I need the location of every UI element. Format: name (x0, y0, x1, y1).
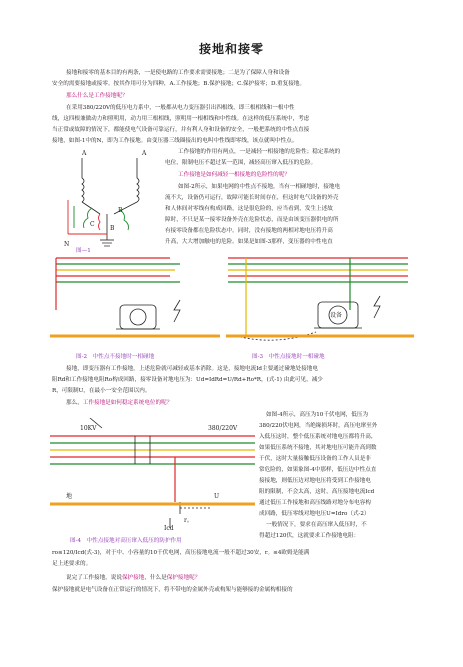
q3-text: 工作接地是如何稳定系统电位的呢？ (82, 400, 173, 406)
question-working-ground: 那么什么是工作接地呢？ (66, 93, 128, 99)
para3-line-2: 电位，限制电压不超过某一范围，减轻高压窜入低压的危险。 (165, 160, 317, 166)
question-stabilize-potential (66, 398, 172, 409)
page-title: 接地和接零 (198, 42, 264, 56)
para3b-line-5: 有接零设备都在危险状态中。同时，没有接地的两相对地电压将升高 (165, 228, 333, 234)
para3b-line-6: 升高，大大增加触电的危险。如果是如图-3那样，变压器的中性电直 (165, 239, 333, 245)
para4-line-1: 接地，即变压器有工作接地，上述危险就可减轻或基本消除。这是，接地电流Id主要通过碰地处接地电 (66, 366, 318, 372)
intro-line-1: 接地和接零的基本目的有两条，一是使电路的工作要求需要接地；二是为了保障人身和设备 (66, 70, 290, 76)
para5-line-6: 常危险的，如果象图-4中那样，低压边中性点直 (259, 467, 377, 473)
para6-line-2: 足上述要求的。 (52, 561, 92, 567)
fig3-device-label: 设备 (330, 312, 343, 319)
para4-line-3: R，可限制U，在最小一安全范围以内。 (52, 388, 151, 394)
figure-2-3-diagram (50, 250, 414, 350)
para5-line-2: 380/220伏电网，当绝缘损坏时，高压电窜至外 (259, 423, 378, 429)
figure-4-diagram (50, 418, 255, 533)
para2-line-2: 线，这四根兼做动力和照明用，动力用三根相线，照明用一根相线和中性线。在这样的低压系统中，考虑 (52, 116, 310, 122)
figure-1-caption: 图—1 (76, 248, 91, 254)
fig4-hv-label: 10KV (80, 425, 97, 432)
para7-mid: ，什么是 (144, 575, 167, 581)
fig1-label-a-top: A (82, 150, 87, 157)
para5-line-11: 一般情况下，要求在高压窜入低压时，不 (266, 522, 367, 528)
fig4-ro-label: r。 (184, 517, 193, 524)
para3b-line-1: 如图-2所示，如果电网的中性点不接地，当有一相碰地时，接地电 (178, 184, 341, 190)
para5-line-5: 千伏，这时大量接触低压设备的工作人员是非 (259, 456, 371, 462)
para5-line-7: 接接地，则低压边对地电压将受到工作接地电 (259, 478, 371, 484)
para7-highlight-1: 保护接地 (121, 575, 145, 581)
para5-line-9: 通过低压工作接地和高压线路对地分布电容构 (259, 500, 371, 506)
fig1-label-n: N (64, 241, 70, 248)
figure-4-caption: 图-4 中性点接地对高压窜入低压的防护作用 (70, 538, 182, 544)
para2-line-3: 当正常或故障的情况下，都能使电气设备可靠运行，并有利人身和设备的安全，一般把系统的中性点直接 (52, 127, 310, 133)
para5-line-10: 成回路，低压零线对地电压U=Idro（式-2） (259, 511, 370, 517)
figure-2-caption: 图-2 中性点不接地时一相碰地 (76, 354, 155, 360)
para5-line-12: 得超过120伏，这就要求工作接地电阻： (259, 533, 360, 539)
fig1-label-a-right: A (142, 150, 147, 157)
fig1-label-b2: B (110, 225, 115, 232)
para2-line-4: 接地，如图-1中的N，即为工作接地。由变压器三线圈接出的电叫中性线即零线，该点就叫中性点。 (52, 138, 298, 144)
para7-protective-ground (66, 573, 200, 584)
q3-prefix: 那么， (66, 400, 83, 406)
para3b-line-4: 障时，不只是某一接零设备外壳在危险状态，而是由该变压器供电的所 (165, 217, 339, 223)
para6-line-1: ro≤120/Icd(式-3)，对于中、小容量的10千伏电网，高压接地电流一般不超过30安，r。≤4欧姆是能满 (52, 550, 310, 556)
question-reduce-danger: 工作接地是如何减轻一相接地的危险性的呢？ (178, 172, 290, 178)
para7-prefix: 说完了工作接地，说说 (66, 575, 122, 581)
para8-line-1: 保护接地就是电气设备在正常运行的情况下，将不带电的金属外壳或构架与能够接的金属构相接的 (52, 587, 293, 593)
fig4-icd-label: Icd (164, 525, 174, 532)
para5-line-4: 如果低压系统不接地，其对地电压可能升高到数 (259, 445, 377, 451)
fig4-lv-label: 380/220V (208, 425, 238, 432)
intro-line-2: 安全的需要接地或接零。按其作用可分为四种，A.工作接地；B.保护接地；C.保护接零；D.重复接地。 (52, 81, 305, 87)
fig4-u-label: U (214, 493, 220, 500)
figure-1-transformer (52, 148, 162, 248)
figure-3-caption: 图-3 中性点接地时一相碰地 (252, 354, 325, 360)
para3b-line-3: 和人体间对零线有构成回路，这是很危险的，应当看到，发生上述故 (165, 206, 333, 212)
para5-line-3: 入低压这时，整个低压系统对地电压都将升高， (259, 434, 377, 440)
fig1-label-b: B (118, 207, 123, 214)
fig1-label-c: C (90, 221, 95, 228)
para3b-line-2: 流不大，设备仍可运行，故障可能长时间存在，但这时电气设备的外壳 (165, 195, 339, 201)
para3-line-1: 工作接地的作用有两点，一是减轻一相接地的危险性；稳定系统的 (178, 149, 341, 155)
para7-highlight-2: 保护接地呢？ (166, 575, 201, 581)
para5-line-1: 如图-4所示，高压为10千伏电网，低压为 (266, 412, 369, 418)
para4-line-2: 阻Rd和工作接地电阻Ro构成回路，接零设备对地电压为：Ud=IdRd=U/Rd+Ro*R，(式-1) 由此可见，减少 (52, 377, 323, 383)
para2-line-1: 在采用380/220V的低压电力系中，一般都从电力变压器引出四根线，即三根相线和一根中性 (66, 105, 295, 111)
fig4-ground-label: 地 (66, 493, 73, 500)
para5-line-8: 阻的限制，不会太高，这时，高压接地电流Icd (259, 489, 375, 495)
